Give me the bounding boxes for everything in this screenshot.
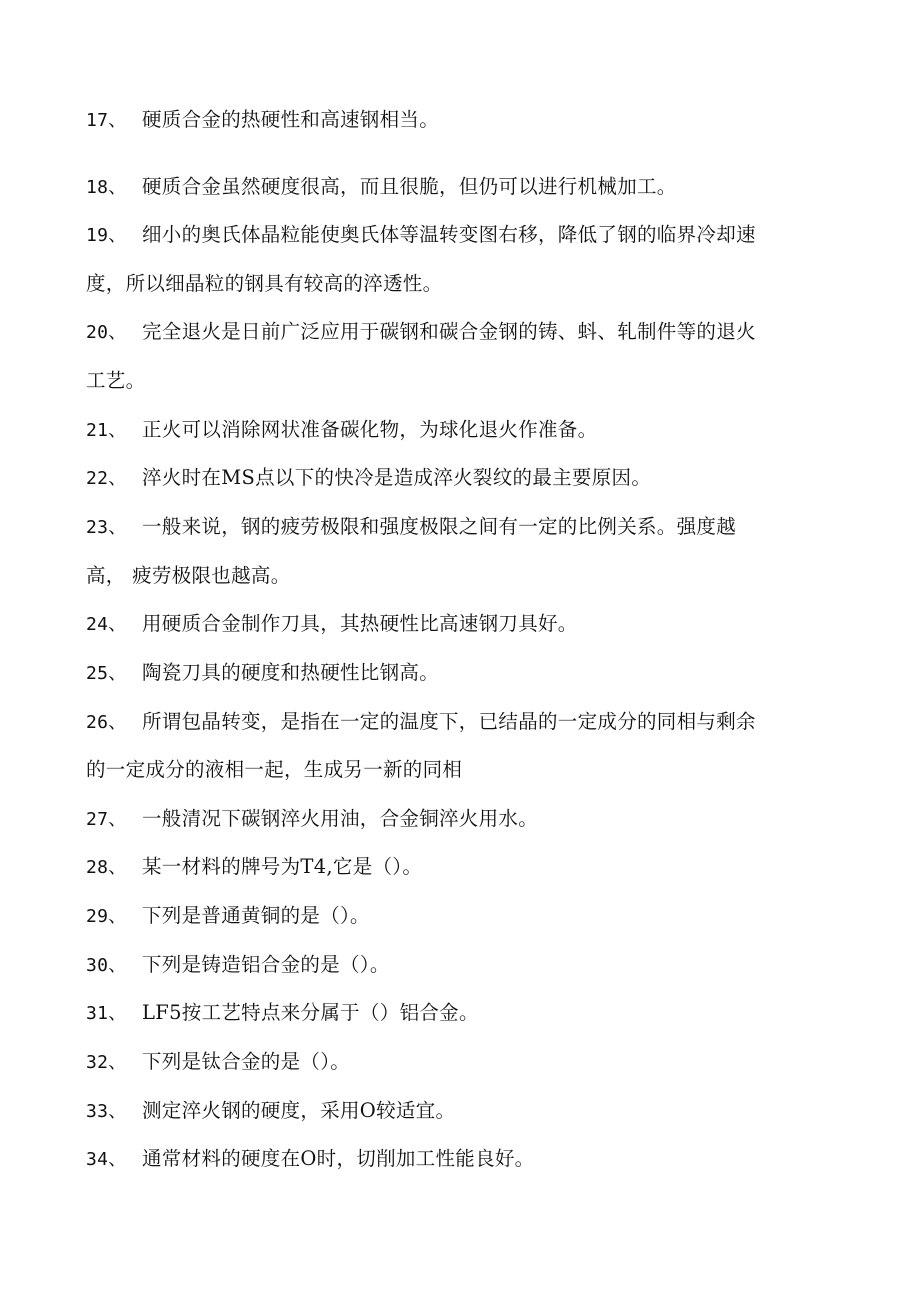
question-34	[86, 1147, 535, 1172]
question-number: 28、	[86, 857, 127, 878]
question-text: 完全退火是日前广泛应用于碳钢和碳合金钢的铸、蚪、轧制件等的退火	[142, 320, 756, 343]
question-32	[86, 1050, 350, 1075]
question-text: 工艺。	[86, 369, 146, 392]
question-number: 25、	[86, 663, 127, 684]
question-number: 27、	[86, 809, 127, 830]
question-text: 正火可以消除网状准备碳化物，为球化退火作准备。	[142, 418, 598, 441]
question-text: 测定淬火钢的硬度，采用O较适宜。	[142, 1099, 456, 1122]
question-text: 一般清况下碳钢淬火用油，合金铜淬火用水。	[142, 807, 539, 830]
question-31	[86, 1001, 479, 1026]
question-number: 34、	[86, 1149, 127, 1170]
question-number: 32、	[86, 1052, 127, 1073]
question-20-continuation	[86, 369, 145, 393]
question-number: 20、	[86, 322, 127, 343]
question-26	[86, 710, 756, 735]
question-text: 的一定成分的液相一起，生成另一新的同相	[86, 758, 463, 781]
question-24	[86, 612, 578, 637]
question-27	[86, 807, 538, 832]
question-text: 硬质合金虽然硬度很高，而且很脆，但仍可以进行机械加工。	[142, 175, 677, 198]
question-17	[86, 108, 439, 133]
question-text: 所谓包晶转变，是指在一定的温度下，已结晶的一定成分的同相与剩余	[142, 710, 756, 733]
question-23-continuation	[86, 564, 291, 588]
question-number: 23、	[86, 517, 127, 538]
question-30	[86, 953, 390, 978]
question-text: 一般来说，钢的疲劳极限和强度极限之间有一定的比例关系。强度越	[142, 515, 737, 538]
question-number: 30、	[86, 955, 127, 976]
question-number: 26、	[86, 712, 127, 733]
question-number: 33、	[86, 1101, 127, 1122]
question-text: 度，所以细晶粒的钢具有较高的淬透性。	[86, 272, 443, 295]
question-text: 下列是铸造铝合金的是（）。	[142, 953, 390, 976]
question-text: 下列是普通黄铜的是（）。	[142, 904, 370, 927]
question-number: 17、	[86, 110, 127, 131]
question-text: 陶瓷刀具的硬度和热硬性比钢高。	[142, 661, 440, 684]
question-text: LF5按工艺特点来分属于（）铝合金。	[142, 1001, 479, 1024]
question-22	[86, 466, 651, 491]
question-number: 19、	[86, 225, 127, 246]
question-number: 21、	[86, 420, 127, 441]
question-text: 通常材料的硬度在O时，切削加工性能良好。	[142, 1147, 535, 1170]
question-text: 细小的奥氏体晶粒能使奥氏体等温转变图右移，降低了钢的临界冷却速	[142, 223, 756, 246]
question-33	[86, 1099, 455, 1124]
question-28	[86, 855, 422, 880]
question-20	[86, 320, 756, 345]
question-number: 18、	[86, 177, 127, 198]
question-number: 24、	[86, 614, 127, 635]
question-26-continuation	[86, 758, 462, 782]
question-25	[86, 661, 439, 686]
question-19	[86, 223, 756, 248]
question-text: 高， 疲劳极限也越高。	[86, 564, 291, 587]
question-18	[86, 175, 677, 200]
question-text: 用硬质合金制作刀具，其热硬性比高速钢刀具好。	[142, 612, 578, 635]
question-number: 29、	[86, 906, 127, 927]
question-text: 下列是钛合金的是（）。	[142, 1050, 351, 1073]
question-number: 22、	[86, 468, 127, 489]
question-text: 某一材料的牌号为T4,它是（）。	[142, 855, 423, 878]
question-19-continuation	[86, 272, 442, 296]
question-text: 淬火时在MS点以下的快冷是造成淬火裂纹的最主要原因。	[142, 466, 652, 489]
question-21	[86, 418, 597, 443]
question-23	[86, 515, 736, 540]
question-text: 硬质合金的热硬性和高速钢相当。	[142, 108, 440, 131]
question-29	[86, 904, 370, 929]
question-number: 31、	[86, 1003, 127, 1024]
